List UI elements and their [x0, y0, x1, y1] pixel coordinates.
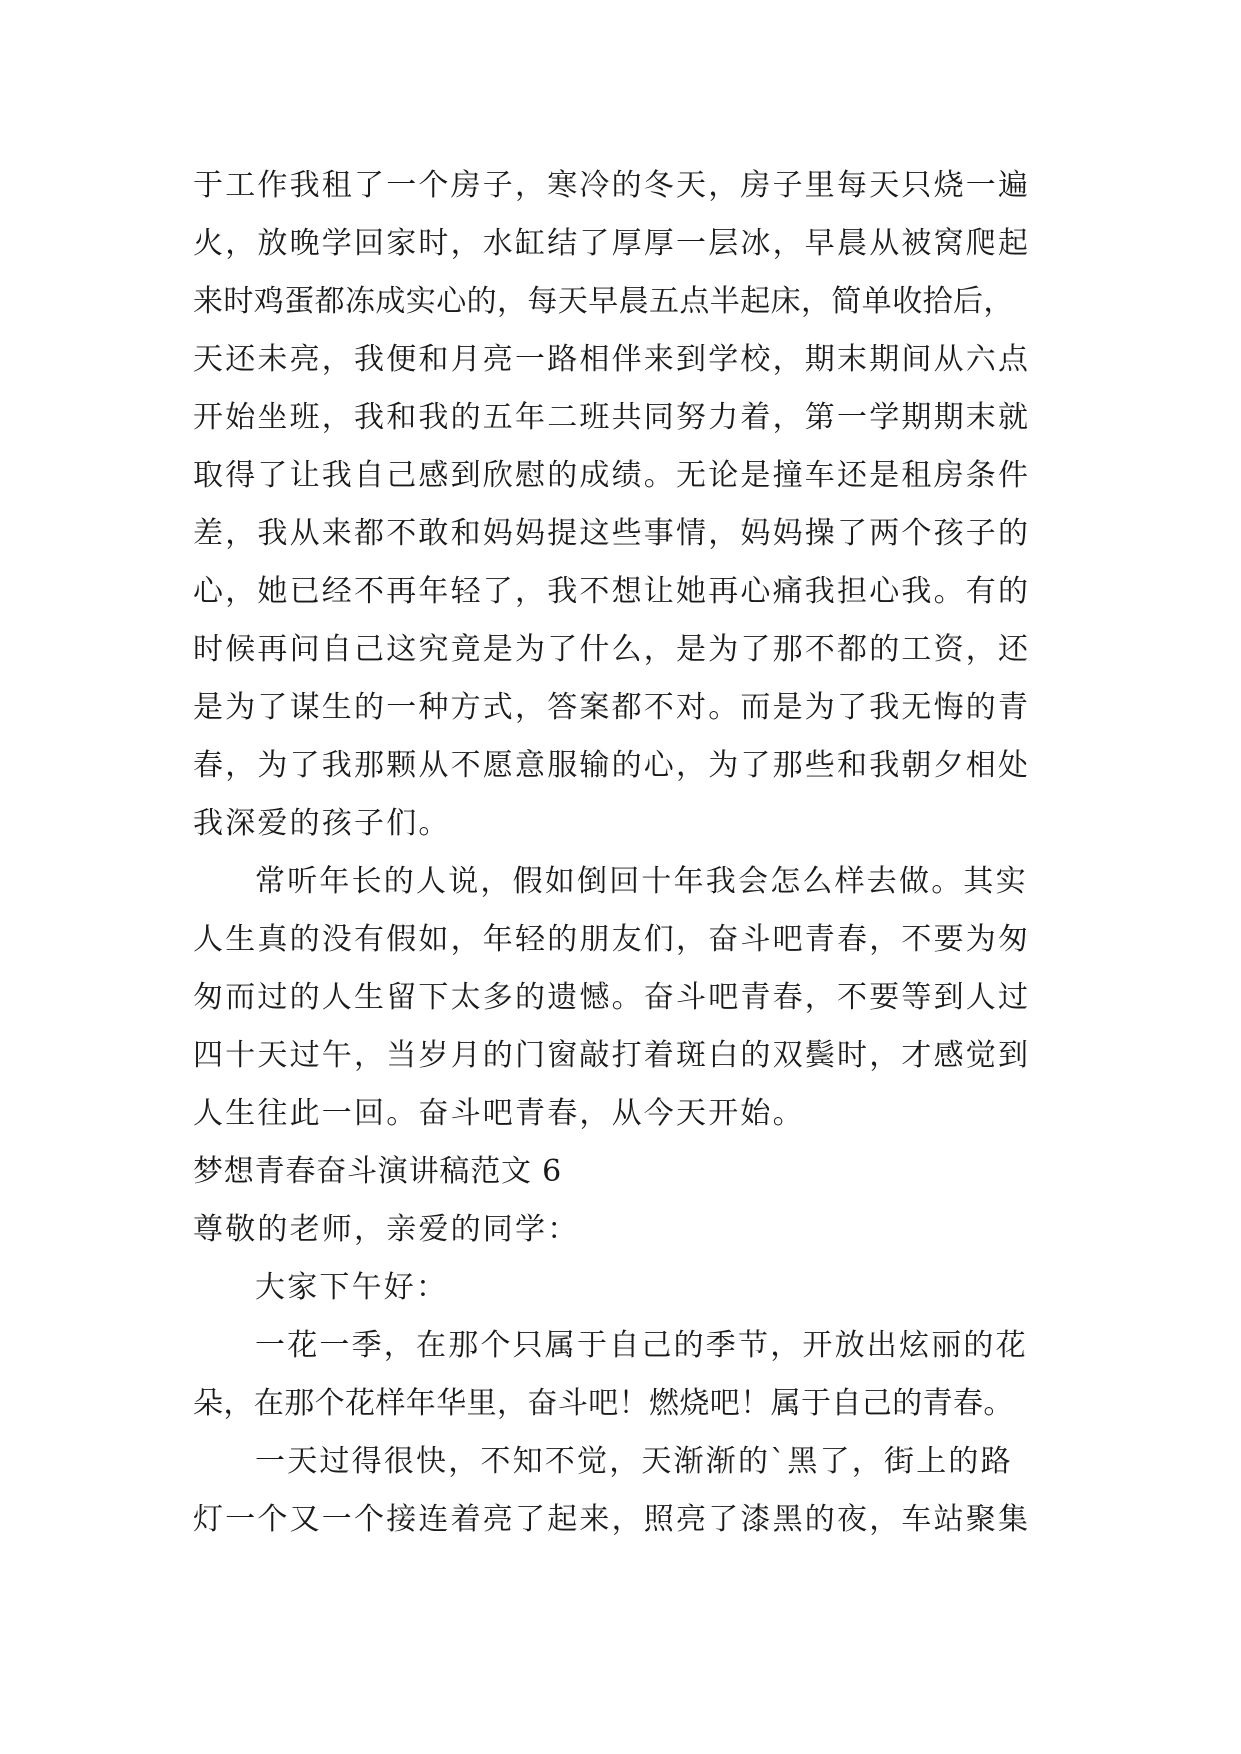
- document-body: [193, 157, 1053, 1549]
- text-line: 天还未亮，我便和月亮一路相伴来到学校，期末期间从六点: [193, 342, 1031, 377]
- text-line: 四十天过午，当岁月的门窗敲打着斑白的双鬓时，才感觉到: [193, 1038, 1031, 1073]
- salutation: 尊敬的老师，亲爱的同学：: [193, 1212, 580, 1247]
- text-line: 时候再问自己这究竟是为了什么，是为了那不都的工资，还: [193, 632, 1031, 667]
- text-line: 春，为了我那颗从不愿意服输的心，为了那些和我朝夕相处: [193, 748, 1031, 783]
- text-line: 灯一个又一个接连着亮了起来，照亮了漆黑的夜，车站聚集: [193, 1502, 1031, 1537]
- text-line: 开始坐班，我和我的五年二班共同努力着，第一学期期末就: [193, 400, 1031, 435]
- text-line: 来时鸡蛋都冻成实心的，每天早晨五点半起床，简单收拾后，: [193, 284, 1014, 319]
- text-line: 我深爱的孩子们。: [193, 806, 451, 841]
- text-line: 朵，在那个花样年华里，奋斗吧！燃烧吧！属于自己的青春。: [193, 1386, 1014, 1421]
- text-line: 取得了让我自己感到欣慰的成绩。无论是撞车还是租房条件: [193, 458, 1031, 493]
- text-line: 差，我从来都不敢和妈妈提这些事情，妈妈操了两个孩子的: [193, 516, 1031, 551]
- text-line: 匆而过的人生留下太多的遗憾。奋斗吧青春，不要等到人过: [193, 980, 1031, 1015]
- greeting: 大家下午好：: [255, 1270, 449, 1305]
- text-line: 是为了谋生的一种方式，答案都不对。而是为了我无悔的青: [193, 690, 1031, 725]
- text-line: 心，她已经不再年轻了，我不想让她再心痛我担心我。有的: [193, 574, 1031, 609]
- paragraph-first-line: 一花一季，在那个只属于自己的季节，开放出炫丽的花: [255, 1328, 1028, 1363]
- paragraph-first-line: 常听年长的人说，假如倒回十年我会怎么样去做。其实: [255, 864, 1028, 899]
- section-heading: 梦想青春奋斗演讲稿范文 6: [193, 1154, 563, 1189]
- text-line: 人生真的没有假如，年轻的朋友们，奋斗吧青春，不要为匆: [193, 922, 1031, 957]
- text-line: 人生往此一回。奋斗吧青春，从今天开始。: [193, 1096, 805, 1131]
- text-line: 火，放晚学回家时，水缸结了厚厚一层冰，早晨从被窝爬起: [193, 226, 1031, 261]
- paragraph-first-line: 一天过得很快，不知不觉，天渐渐的`黑了，街上的路: [255, 1444, 1013, 1479]
- text-line: 于工作我租了一个房子，寒冷的冬天，房子里每天只烧一遍: [193, 168, 1031, 203]
